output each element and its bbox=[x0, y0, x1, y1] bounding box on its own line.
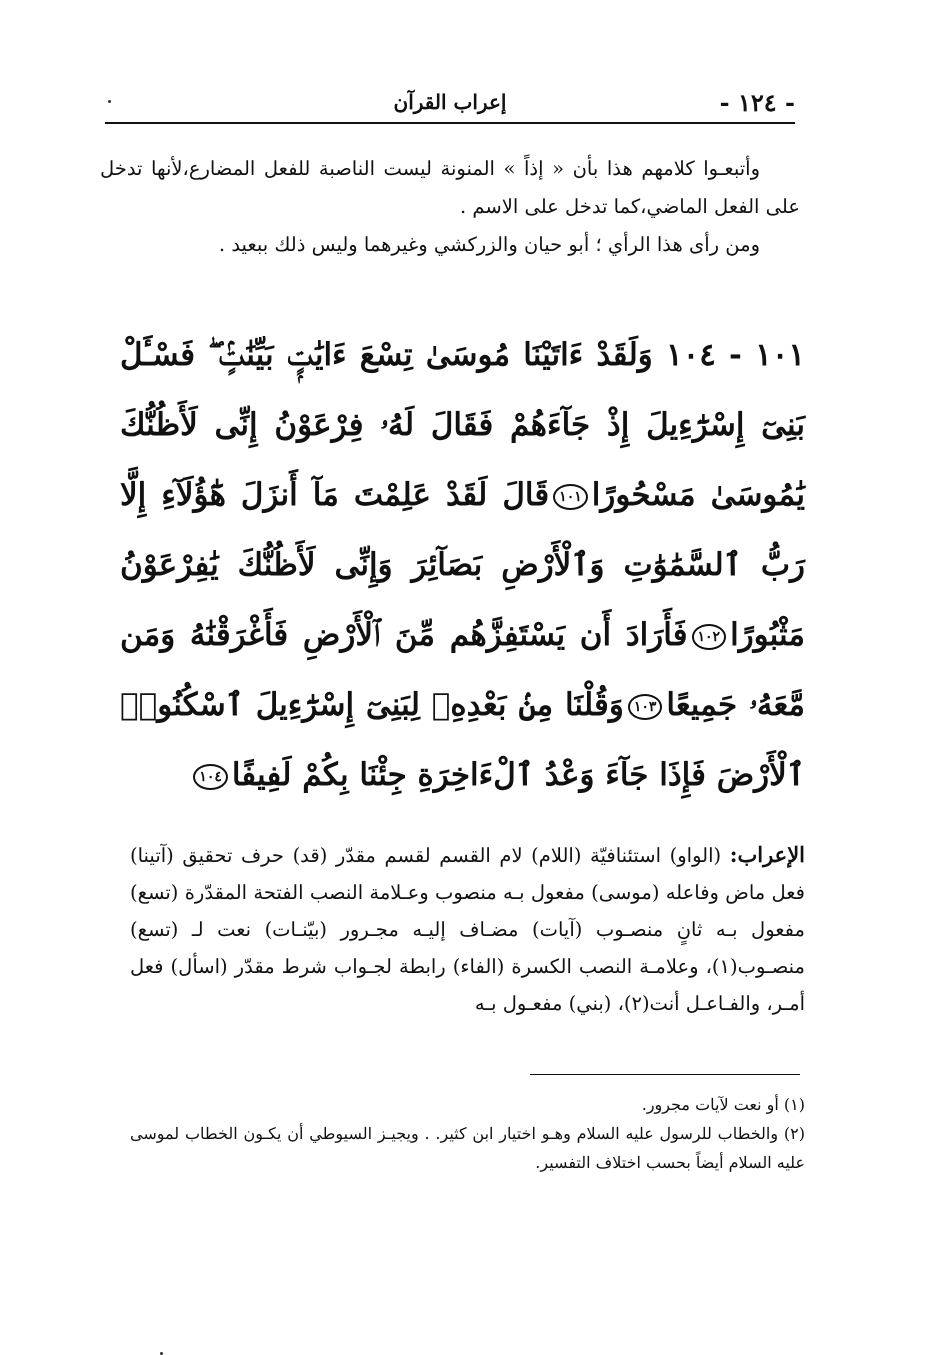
running-title: إعراب القرآن bbox=[393, 90, 507, 114]
verse-text-103: فَأَرَادَ أَن يَسْتَفِزَّهُم مِّنَ ٱلْأَرْضِ فَأَغْرَقْنَٰهُ وَمَن مَّعَهُۥ جَمِيعًا bbox=[120, 617, 806, 723]
irab-section bbox=[130, 836, 805, 1022]
irab-text: (الواو) استئنافيّة (اللام) لام القسم لقسم مقدّر (قد) حرف تحقيق (آتينا) فعل ماض وفاعله (موسى) مفعول بـه منصوب وعـلامة النصب الفتحة المقدّرة (تسع) مفعول بـه ثانٍ منصـوب (آيات) مضـاف إليـه مجـرور (بيّنـات) نعت لـ (تسع) منصـوب(١)، وعلامـة النصب الكسرة (الفاء) رابطة لجـواب شرط مقدّر (اسأل) فعل أمـر، والفـاعـل أنت(٢)، (بني) مفعـول بـه bbox=[130, 844, 805, 1015]
intro-paragraph-2: ومن رأى هذا الرأي ؛ أبو حيان والزركشي وغيرهما وليس ذلك ببعيد . bbox=[218, 233, 760, 256]
footnote-1: (١) أو نعت لآيات مجرور. bbox=[641, 1095, 805, 1114]
ayah-marker-103: ١٠٣ bbox=[628, 694, 663, 720]
page-number: - ١٢٤ - bbox=[719, 88, 795, 117]
page-header bbox=[105, 88, 795, 124]
verse-range-number: ١٠١ - ١٠٤ bbox=[665, 337, 806, 373]
intro-text bbox=[100, 150, 800, 264]
intro-paragraph-1: وأتبعـوا كلامهم هذا بأن « إذاً » المنونة ليست الناصبة للفعل المضارع،لأنها تدخل على الفعل الماضي،كما تدخل على الاسم . bbox=[100, 157, 800, 218]
ayah-marker-104: ١٠٤ bbox=[193, 764, 228, 790]
footnote-2: (٢) والخطاب للرسول عليه السلام وهـو اختيار ابن كثير. . ويجيـز السيوطي أن يكـون الخطاب لموسى عليه السلام أيضاً بحسب اختلاف التفسير. bbox=[130, 1124, 805, 1172]
ayah-marker-102: ١٠٢ bbox=[692, 624, 727, 650]
verse-text-104: وَقُلْنَا مِنۢ بَعْدِهِۦ لِبَنِىٓ إِسْرَٰٓءِيلَ ٱسْكُنُوا۟ ٱلْأَرْضَ فَإِذَا جَآءَ وَعْدُ ٱلْءَاخِرَةِ جِئْنَا بِكُمْ لَفِيفًا bbox=[120, 687, 805, 793]
quran-verse-block bbox=[120, 320, 805, 810]
irab-heading: الإعراب: bbox=[729, 842, 806, 867]
verse-text-102: قَالَ لَقَدْ عَلِمْتَ مَآ أَنزَلَ هَٰٓؤُلَآءِ إِلَّا رَبُّ ٱلسَّمَٰوَٰتِ وَٱلْأَرْضِ بَصَآئِرَ وَإِنِّى لَأَظُنُّكَ يَٰفِرْعَوْنُ مَثْبُورًا bbox=[120, 477, 805, 653]
ayah-marker-101: ١٠١ bbox=[553, 484, 588, 510]
footnote-divider bbox=[530, 1074, 800, 1075]
verse-text-101: وَلَقَدْ ءَاتَيْنَا مُوسَىٰ تِسْعَ ءَايَٰتٍۭ بَيِّنَٰتٍۢ ۖ فَسْـَٔلْ بَنِىٓ إِسْرَٰٓءِيلَ إِذْ جَآءَهُمْ فَقَالَ لَهُۥ فِرْعَوْنُ إِنِّى لَأَظُنُّكَ يَٰمُوسَىٰ مَسْحُورًا bbox=[120, 337, 805, 513]
footnotes bbox=[130, 1090, 805, 1177]
